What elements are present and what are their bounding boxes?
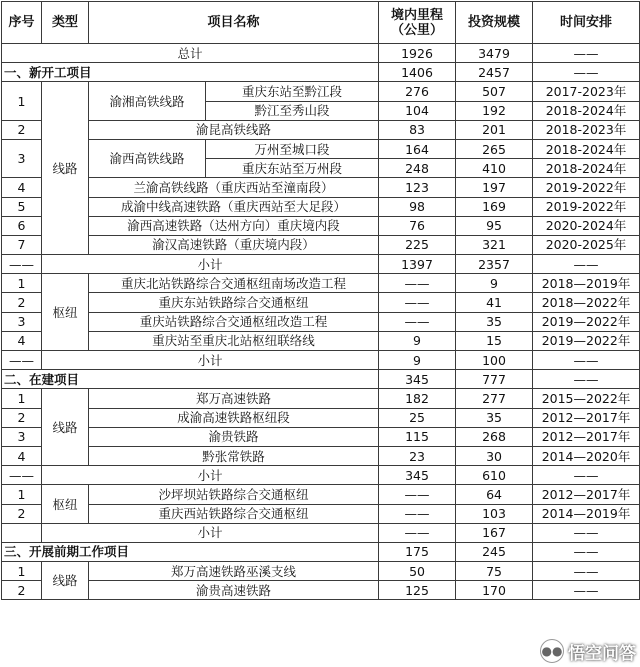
- project-invest: 64: [456, 485, 533, 504]
- type-cell: 线路: [42, 562, 89, 600]
- project-name: 重庆东站至黔江段: [206, 82, 379, 101]
- project-schedule: ——: [533, 581, 640, 600]
- subtotal-label: 小计: [42, 255, 379, 274]
- project-mileage: 164: [379, 139, 456, 158]
- project-mileage: ——: [379, 485, 456, 504]
- table-row: [2, 389, 640, 408]
- row-seq: 2: [2, 581, 42, 600]
- chat-bubble-icon: ●●: [540, 639, 564, 663]
- project-schedule: 2020-2025年: [533, 235, 640, 254]
- subtotal-label: 小计: [42, 523, 379, 542]
- watermark-text: 悟空问答: [568, 643, 636, 664]
- project-schedule: 2019—2022年: [533, 331, 640, 350]
- project-name: 渝贵铁路: [89, 427, 379, 446]
- row-seq: 5: [2, 197, 42, 216]
- row-seq: 1: [2, 389, 42, 408]
- project-mileage: ——: [379, 504, 456, 523]
- project-invest: 75: [456, 562, 533, 581]
- row-seq: 2: [2, 120, 42, 139]
- project-invest: 321: [456, 235, 533, 254]
- subtotal-row: [2, 351, 640, 370]
- project-mileage: 115: [379, 427, 456, 446]
- project-invest: 30: [456, 446, 533, 465]
- project-schedule: 2019—2022年: [533, 312, 640, 331]
- project-mileage: 276: [379, 82, 456, 101]
- total-mileage: 1926: [379, 44, 456, 63]
- row-seq: ——: [2, 466, 42, 485]
- project-invest: 15: [456, 331, 533, 350]
- table-row: [2, 82, 640, 101]
- project-mileage: 50: [379, 562, 456, 581]
- row-seq: 2: [2, 504, 42, 523]
- table-row: [2, 197, 640, 216]
- table-row: [2, 331, 640, 350]
- table-row: [2, 293, 640, 312]
- project-schedule: 2018-2024年: [533, 139, 640, 158]
- row-seq: 1: [2, 562, 42, 581]
- project-invest: 277: [456, 389, 533, 408]
- row-seq: 3: [2, 139, 42, 177]
- project-name: 重庆站至重庆北站枢纽联络线: [89, 331, 379, 350]
- project-name: 成渝高速铁路枢纽段: [89, 408, 379, 427]
- total-invest: 3479: [456, 44, 533, 63]
- subtotal-mileage: 345: [379, 466, 456, 485]
- subtotal-schedule: ——: [533, 351, 640, 370]
- project-invest: 410: [456, 159, 533, 178]
- subtotal-mileage: 9: [379, 351, 456, 370]
- table-row: [2, 274, 640, 293]
- project-schedule: 2020-2024年: [533, 216, 640, 235]
- project-schedule: 2018—2019年: [533, 274, 640, 293]
- project-name: 黔江至秀山段: [206, 101, 379, 120]
- project-invest: 95: [456, 216, 533, 235]
- section-mileage: 175: [379, 542, 456, 561]
- table-row: [2, 178, 640, 197]
- project-invest: 507: [456, 82, 533, 101]
- project-schedule: 2018-2024年: [533, 159, 640, 178]
- subtotal-mileage: 1397: [379, 255, 456, 274]
- project-invest: 201: [456, 120, 533, 139]
- table-row: [2, 562, 640, 581]
- row-seq: 6: [2, 216, 42, 235]
- project-name: 黔张常铁路: [89, 446, 379, 465]
- project-invest: 169: [456, 197, 533, 216]
- project-schedule: 2015—2022年: [533, 389, 640, 408]
- project-invest: 103: [456, 504, 533, 523]
- table-row: [2, 312, 640, 331]
- project-schedule: 2018-2024年: [533, 101, 640, 120]
- project-name: 重庆东站至万州段: [206, 159, 379, 178]
- project-mileage: 123: [379, 178, 456, 197]
- table-row: [2, 216, 640, 235]
- railway-projects-table: [1, 1, 640, 600]
- subtotal-invest: 610: [456, 466, 533, 485]
- subtotal-invest: 167: [456, 523, 533, 542]
- subtotal-label: 小计: [42, 466, 379, 485]
- project-name: 重庆西站铁路综合交通枢纽: [89, 504, 379, 523]
- row-seq: 4: [2, 446, 42, 465]
- project-invest: 41: [456, 293, 533, 312]
- project-name: 万州至城口段: [206, 139, 379, 158]
- project-invest: 192: [456, 101, 533, 120]
- table-row: [2, 120, 640, 139]
- subtotal-row: [2, 466, 640, 485]
- project-invest: 268: [456, 427, 533, 446]
- project-schedule: 2014—2020年: [533, 446, 640, 465]
- project-mileage: 23: [379, 446, 456, 465]
- project-name: 渝贵高速铁路: [89, 581, 379, 600]
- table-row: [2, 446, 640, 465]
- row-seq: 3: [2, 312, 42, 331]
- table-row: [2, 581, 640, 600]
- section-schedule: ——: [533, 63, 640, 82]
- header-mileage: 境内里程（公里）: [379, 2, 456, 44]
- subtotal-row: [2, 255, 640, 274]
- row-seq: 3: [2, 427, 42, 446]
- table-row: [2, 504, 640, 523]
- project-invest: 170: [456, 581, 533, 600]
- section-schedule: ——: [533, 370, 640, 389]
- project-name: 重庆东站铁路综合交通枢纽: [89, 293, 379, 312]
- project-mileage: 76: [379, 216, 456, 235]
- section-mileage: 345: [379, 370, 456, 389]
- project-schedule: 2018—2022年: [533, 293, 640, 312]
- project-mileage: 248: [379, 159, 456, 178]
- header-invest: 投资规模: [456, 2, 533, 44]
- row-seq: 7: [2, 235, 42, 254]
- project-name: 沙坪坝站铁路综合交通枢纽: [89, 485, 379, 504]
- project-schedule: 2019-2022年: [533, 178, 640, 197]
- project-schedule: 2017-2023年: [533, 82, 640, 101]
- section-schedule: ——: [533, 542, 640, 561]
- section-row: [2, 63, 640, 82]
- project-name: 成渝中线高速铁路（重庆西站至大足段）: [89, 197, 379, 216]
- project-name: 重庆北站铁路综合交通枢纽南场改造工程: [89, 274, 379, 293]
- project-mileage: 225: [379, 235, 456, 254]
- project-schedule: 2012—2017年: [533, 485, 640, 504]
- project-invest: 9: [456, 274, 533, 293]
- project-schedule: 2012—2017年: [533, 427, 640, 446]
- section-title: 三、开展前期工作项目: [2, 542, 379, 561]
- header-schedule: 时间安排: [533, 2, 640, 44]
- subtotal-row: [2, 523, 640, 542]
- type-cell: 枢纽: [42, 274, 89, 351]
- row-seq: 2: [2, 408, 42, 427]
- section-title: 二、在建项目: [2, 370, 379, 389]
- project-mileage: 25: [379, 408, 456, 427]
- row-seq: 2: [2, 293, 42, 312]
- project-name: 渝西高速铁路（达州方向）重庆境内段: [89, 216, 379, 235]
- header-type: 类型: [42, 2, 89, 44]
- table-row: [2, 408, 640, 427]
- project-name: 渝汉高速铁路（重庆境内段）: [89, 235, 379, 254]
- project-schedule: ——: [533, 562, 640, 581]
- project-schedule: 2012—2017年: [533, 408, 640, 427]
- section-title: 一、新开工项目: [2, 63, 379, 82]
- total-row: [2, 44, 640, 63]
- project-mileage: ——: [379, 312, 456, 331]
- subtotal-invest: 100: [456, 351, 533, 370]
- table-row: [2, 235, 640, 254]
- project-name: 渝昆高铁线路: [89, 120, 379, 139]
- group-name: 渝西高铁线路: [89, 139, 206, 177]
- project-invest: 197: [456, 178, 533, 197]
- project-mileage: ——: [379, 274, 456, 293]
- section-row: [2, 370, 640, 389]
- subtotal-schedule: ——: [533, 255, 640, 274]
- project-name: 郑万高速铁路巫溪支线: [89, 562, 379, 581]
- project-mileage: 98: [379, 197, 456, 216]
- row-seq: 1: [2, 274, 42, 293]
- watermark: [540, 639, 636, 663]
- type-cell: 线路: [42, 82, 89, 255]
- project-schedule: 2018-2023年: [533, 120, 640, 139]
- project-invest: 265: [456, 139, 533, 158]
- project-mileage: ——: [379, 293, 456, 312]
- project-schedule: 2014—2019年: [533, 504, 640, 523]
- project-invest: 35: [456, 312, 533, 331]
- project-mileage: 9: [379, 331, 456, 350]
- header-seq: 序号: [2, 2, 42, 44]
- row-seq: 1: [2, 485, 42, 504]
- project-invest: 35: [456, 408, 533, 427]
- group-name: 渝湘高铁线路: [89, 82, 206, 120]
- type-cell: 线路: [42, 389, 89, 466]
- project-name: 兰渝高铁线路（重庆西站至潼南段）: [89, 178, 379, 197]
- row-seq: ——: [2, 351, 42, 370]
- table-row: [2, 139, 640, 158]
- subtotal-mileage: ——: [379, 523, 456, 542]
- type-cell: 枢纽: [42, 485, 89, 523]
- project-name: 重庆站铁路综合交通枢纽改造工程: [89, 312, 379, 331]
- header-row: [2, 2, 640, 44]
- project-name: 郑万高速铁路: [89, 389, 379, 408]
- row-seq: 1: [2, 82, 42, 120]
- row-seq: 4: [2, 178, 42, 197]
- section-row: [2, 542, 640, 561]
- total-schedule: ——: [533, 44, 640, 63]
- subtotal-schedule: ——: [533, 466, 640, 485]
- row-seq: 4: [2, 331, 42, 350]
- section-mileage: 1406: [379, 63, 456, 82]
- row-seq: [2, 523, 42, 542]
- subtotal-schedule: ——: [533, 523, 640, 542]
- table-row: [2, 427, 640, 446]
- project-mileage: 104: [379, 101, 456, 120]
- section-invest: 777: [456, 370, 533, 389]
- header-name: 项目名称: [89, 2, 379, 44]
- section-invest: 2457: [456, 63, 533, 82]
- total-label: 总计: [2, 44, 379, 63]
- subtotal-invest: 2357: [456, 255, 533, 274]
- subtotal-label: 小计: [42, 351, 379, 370]
- section-invest: 245: [456, 542, 533, 561]
- project-mileage: 125: [379, 581, 456, 600]
- project-mileage: 182: [379, 389, 456, 408]
- row-seq: ——: [2, 255, 42, 274]
- project-schedule: 2019-2022年: [533, 197, 640, 216]
- project-mileage: 83: [379, 120, 456, 139]
- table-row: [2, 485, 640, 504]
